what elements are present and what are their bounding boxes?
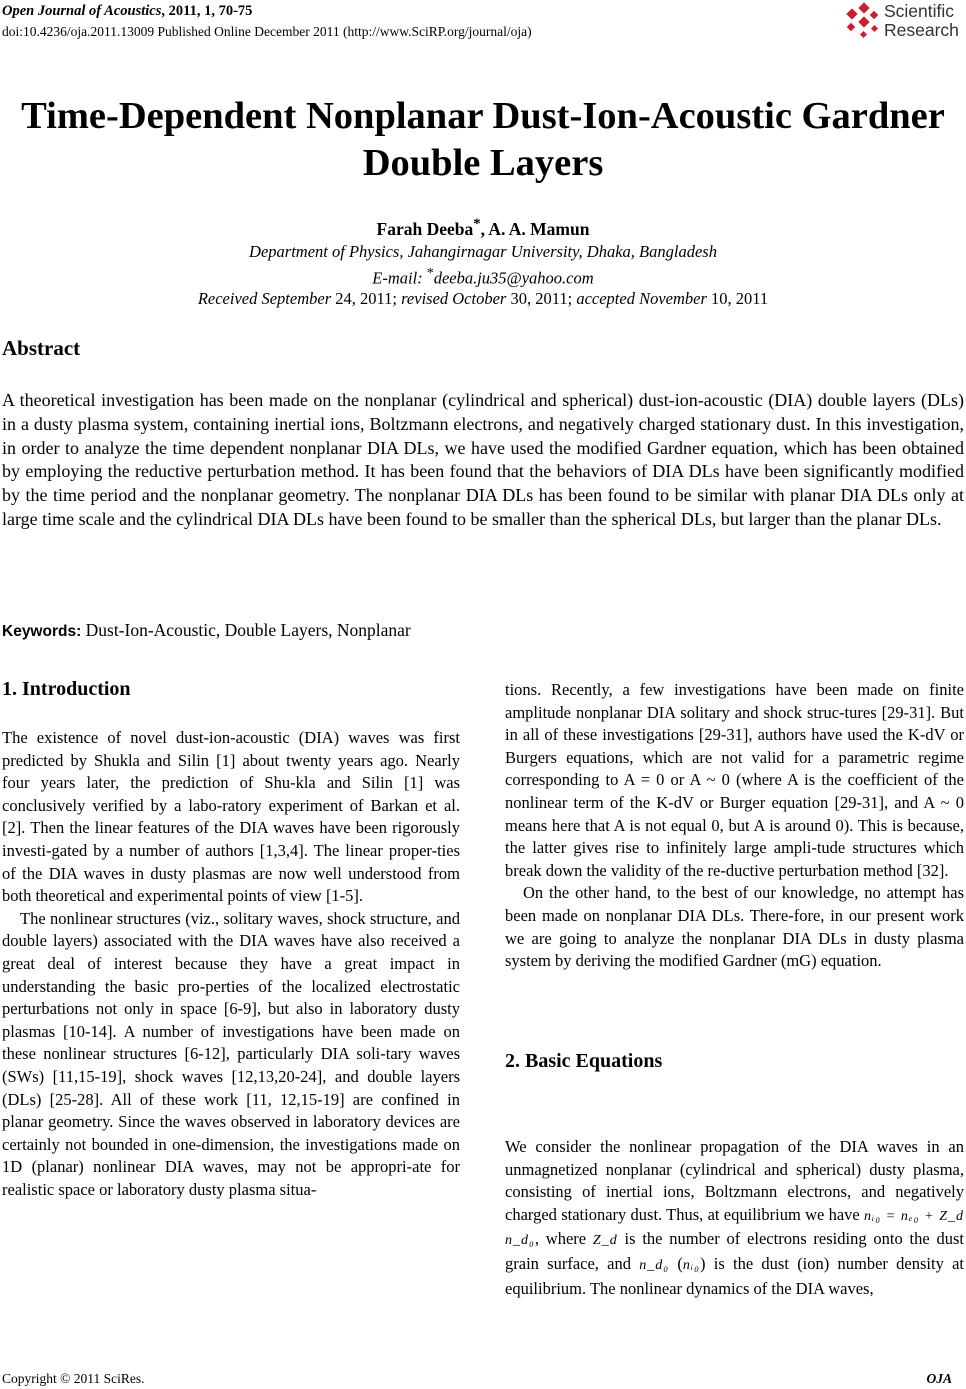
affiliation: Department of Physics, Jahangirnagar University, Dhaka, Bangladesh [249, 242, 717, 261]
email-address: deeba.ju35@yahoo.com [433, 268, 594, 288]
dates-line [0, 289, 966, 309]
equilibrium-equation: nᵢ₀ = nₑ₀ + Z_d n_d₀ [505, 1208, 964, 1249]
basic-text-b: , where [534, 1229, 593, 1249]
title-line-2: Double Layers [362, 142, 604, 184]
publisher-logo-text [884, 2, 959, 40]
keywords [2, 620, 411, 641]
intro-paragraph-1: The existence of novel dust-ion-acoustic (DIA) waves was first predicted by Shukla and Silin [1] about twenty years ago. Nearly four years later, the prediction of Shu-kla and Silin [1] was conclusively verified by a labo-ratory experiment of Barkan et al. [2]. Then the linear features of the DIA waves have been rigorously investi-gated by a number of authors [1,3,4]. The linear proper-ties of the DIA waves in dusty plasmas are now well understood from both theoretical and experimental points of view [1-5]. [2, 728, 460, 906]
left-column [2, 727, 460, 1201]
intro-paragraph-4: On the other hand, to the best of our knowledge, no attempt has been made on nonplanar DIA DLs. There-fore, in our present work we are going to analyze the nonplanar DIA DLs in dusty plasma system by deriving the modified Gardner (mG) equation. [505, 883, 964, 971]
email-label: E-mail: [372, 268, 427, 288]
email-line [0, 265, 966, 289]
accepted-date: 10, 2011 [706, 289, 769, 308]
intro-paragraph-2: The nonlinear structures (viz., solitary waves, shock structure, and double layers) associated with the DIA waves have also received a great deal of interest because they have a great impact in understanding the basic pro-perties of the localized electrostatic perturbations not only in space [6-9], but also in laboratory dusty plasmas [10-14]. A number of investigations have been made on these nonlinear structures [6-12], particularly DIA soli-tary waves (SWs) [11,15-19], shock waves [12,13,20-24], and double layers (DLs) [25-28]. All of these work [11, 12,15-19] are confined in planar geometry. Since the waves observed in laboratory devices are certainly not bounded in one-dimension, the investigations made on 1D (planar) nonlinear DIA waves, may not be appropri-ate for realistic space or laboratory dusty plasma situa- [2, 908, 460, 1199]
logo-line-2: Research [884, 20, 959, 40]
logo-line-1: Scientific [884, 1, 955, 21]
corresponding-mark: * [473, 216, 481, 232]
right-column-top [505, 679, 964, 973]
keywords-label: Keywords: [2, 623, 82, 640]
received-date: 24, 2011; [331, 289, 402, 308]
journal-citation [2, 3, 252, 20]
abstract-heading: Abstract [2, 336, 81, 360]
symbol-zd: Z_d [592, 1233, 618, 1249]
symbol-nd0: n_d₀ [639, 1257, 670, 1273]
accepted-label: accepted November [576, 289, 707, 308]
intro-paragraph-3: tions. Recently, a few investigations have been made on finite amplitude nonplanar DIA solitary and shock struc-tures [29-31]. But in all of these investigations [29-31], authors have used the K-dV or Burgers equations, which are not valid for a parametric regime corresponding to A = 0 or A ~ 0 (where A is the coefficient of the nonlinear term of the K-dV or Burger equation [29-31], and A ~ 0 means here that A is not equal 0, but A is around 0). This is because, the latter gives rise to infinitely large ampli-tude structures which break down the validity of the re-ductive perturbation method [32]. [505, 680, 964, 880]
author-rest: , A. A. Mamun [480, 218, 590, 239]
basic-equations-paragraph [505, 1136, 964, 1300]
basic-text-d: ( [669, 1253, 683, 1273]
section-1-heading: 1. Introduction [2, 678, 131, 700]
basic-text-a: We consider the nonlinear propagation of the DIA waves in an unmagnetized nonplanar (cylindrical and spherical) dusty plasma, consisting of inertial ions, Boltzmann electrons, and negatively charged stationary dust. Thus, at equilibrium we have [505, 1137, 964, 1224]
copyright: Copyright © 2011 SciRes. [2, 1371, 145, 1386]
journal-abbrev: OJA [926, 1371, 952, 1386]
basic-text-c: is the number of electrons residing onto the dust grain surface, and [505, 1229, 964, 1273]
title-line-1: Time-Dependent Nonplanar Dust-Ion-Acoustic Gardner [21, 95, 945, 137]
symbol-ni0: nᵢ₀ [682, 1257, 700, 1273]
paper-title [0, 93, 966, 187]
section-2-heading: 2. Basic Equations [505, 1050, 663, 1072]
keywords-text: Dust-Ion-Acoustic, Double Layers, Nonplanar [81, 620, 411, 640]
abstract-text: A theoretical investigation has been made on the nonplanar (cylindrical and spherical) dust-ion-acoustic (DIA) double layers (DLs) in a dusty plasma system, containing inertial ions, Boltzmann electrons, and negatively charged stationary dust. In this investigation, in order to analyze the time dependent nonplanar DIA DLs, we have used the modified Gardner equation, which has been obtained by employing the reductive perturbation method. It has been found that the behaviors of DIA DLs have been significantly modified by the time period and the nonplanar geometry. The nonplanar DIA DLs has been found to be similar with planar DIA DLs only at large time scale and the cylindrical DIA DLs have been found to be smaller than the spherical DLs, but larger than the planar DLs. [2, 390, 964, 529]
doi-line: doi:10.4236/oja.2011.13009 Published Online December 2011 (http://www.SciRP.org/journal/oja) [2, 24, 532, 39]
received-label: Received September [197, 289, 332, 308]
journal-volume-info: , 2011, 1, 70-75 [161, 3, 253, 19]
email-mark: * [426, 265, 434, 280]
journal-name: Open Journal of Acoustics [2, 3, 162, 19]
basic-text-e: ) is the dust (ion) number density at equilibrium. The nonlinear dynamics of the DIA waves, [505, 1253, 965, 1298]
author-list [0, 216, 966, 240]
publisher-logo [846, 2, 966, 44]
revised-label: revised October [401, 289, 507, 308]
author-1: Farah Deeba [376, 218, 474, 239]
revised-date: 30, 2011; [506, 289, 577, 308]
publisher-logo-icon [846, 2, 884, 42]
right-column-bottom [505, 1136, 964, 1300]
